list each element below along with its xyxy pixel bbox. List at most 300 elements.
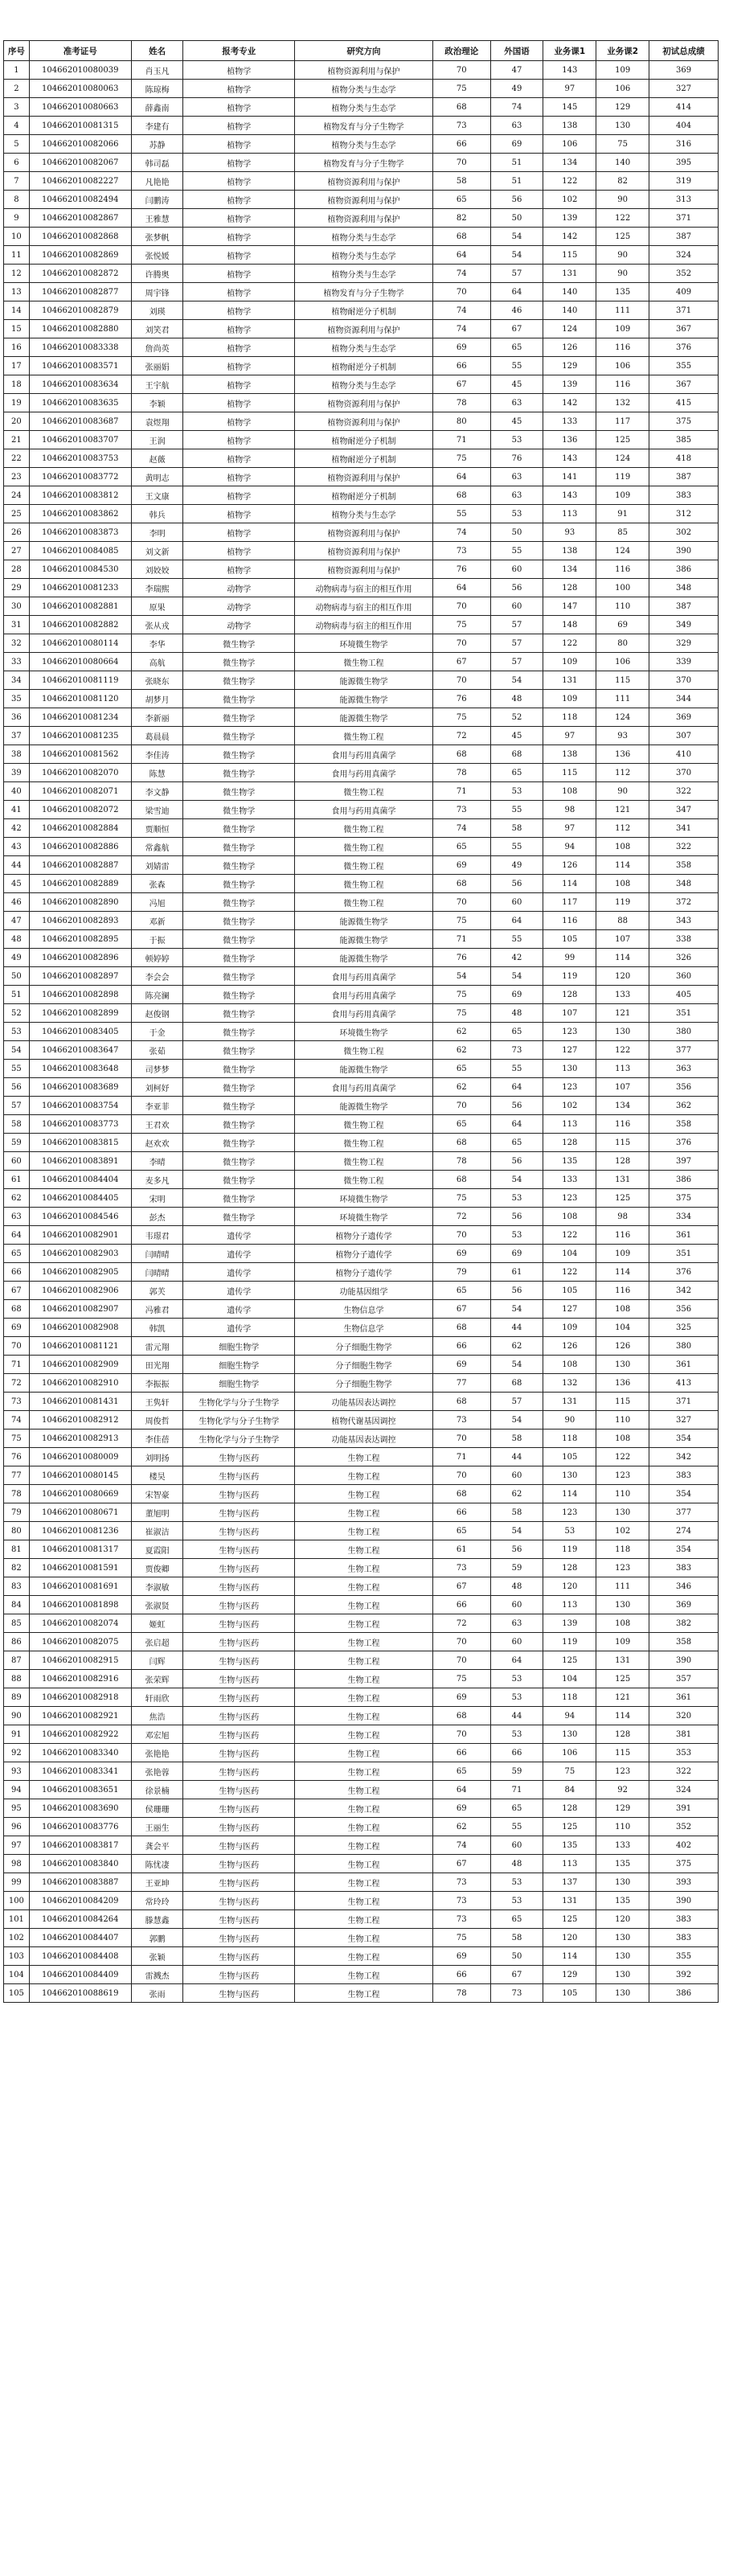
subject2-score-cell: 131 [596,1171,649,1189]
table-row [4,801,719,819]
exam-id-cell: 104662010083873 [29,523,131,542]
subject2-score-cell: 130 [596,1023,649,1041]
name-cell: 李文静 [131,782,183,801]
name-cell: 宋智豪 [131,1485,183,1503]
direction-cell: 植物分类与生态学 [295,98,433,117]
foreign-language-score-cell: 60 [490,1633,543,1651]
total-score-cell: 371 [649,209,719,228]
foreign-language-score-cell: 56 [490,1152,543,1171]
exam-id-cell: 104662010082067 [29,154,131,172]
seq-cell: 51 [4,986,30,1004]
subject2-score-cell: 90 [596,782,649,801]
seq-cell: 32 [4,634,30,653]
name-cell: 李新丽 [131,708,183,727]
politics-score-cell: 68 [432,875,490,893]
name-cell: 陈忧凄 [131,1855,183,1873]
name-cell: 闫鹏涛 [131,191,183,209]
direction-cell: 食用与药用真菌学 [295,801,433,819]
subject1-score-cell: 105 [543,1282,596,1300]
header-cell: 业务课2 [596,41,649,61]
name-cell: 姬虹 [131,1614,183,1633]
exam-id-cell: 104662010080671 [29,1503,131,1522]
name-cell: 徐景楠 [131,1781,183,1799]
foreign-language-score-cell: 48 [490,1004,543,1023]
header-cell: 姓名 [131,41,183,61]
table-row [4,579,719,597]
major-cell: 微生物学 [183,1060,295,1078]
total-score-cell: 409 [649,283,719,301]
politics-score-cell: 70 [432,671,490,690]
seq-cell: 74 [4,1411,30,1430]
total-score-cell: 371 [649,1393,719,1411]
exam-id-cell: 104662010082075 [29,1633,131,1651]
name-cell: 邓宏旭 [131,1725,183,1744]
total-score-cell: 383 [649,1929,719,1947]
politics-score-cell: 68 [432,1171,490,1189]
seq-cell: 7 [4,172,30,191]
name-cell: 赵俊钢 [131,1004,183,1023]
foreign-language-score-cell: 44 [490,1707,543,1725]
header-cell: 序号 [4,41,30,61]
direction-cell: 能源微生物学 [295,1060,433,1078]
foreign-language-score-cell: 63 [490,394,543,412]
direction-cell: 植物资源利用与保护 [295,412,433,431]
subject2-score-cell: 110 [596,1485,649,1503]
foreign-language-score-cell: 59 [490,1559,543,1577]
exam-id-cell: 104662010083776 [29,1818,131,1836]
subject2-score-cell: 104 [596,1319,649,1337]
major-cell: 植物学 [183,61,295,80]
politics-score-cell: 67 [432,1855,490,1873]
table-row [4,1411,719,1430]
major-cell: 生物与医药 [183,1892,295,1910]
total-score-cell: 274 [649,1522,719,1540]
name-cell: 李建有 [131,117,183,135]
major-cell: 微生物学 [183,1041,295,1060]
total-score-cell: 349 [649,616,719,634]
total-score-cell: 361 [649,1356,719,1374]
subject1-score-cell: 123 [543,1078,596,1097]
total-score-cell: 369 [649,61,719,80]
politics-score-cell: 64 [432,468,490,486]
total-score-cell: 397 [649,1152,719,1171]
exam-id-cell: 104662010083891 [29,1152,131,1171]
name-cell: 龚会平 [131,1836,183,1855]
major-cell: 植物学 [183,505,295,523]
total-score-cell: 348 [649,875,719,893]
foreign-language-score-cell: 53 [490,782,543,801]
direction-cell: 植物资源利用与保护 [295,191,433,209]
direction-cell: 能源微生物学 [295,708,433,727]
total-score-cell: 341 [649,819,719,838]
total-score-cell: 418 [649,449,719,468]
subject1-score-cell: 109 [543,653,596,671]
politics-score-cell: 67 [432,653,490,671]
total-score-cell: 372 [649,893,719,912]
name-cell: 梁雪迪 [131,801,183,819]
table-row [4,375,719,394]
exam-id-cell: 104662010082890 [29,893,131,912]
table-row [4,505,719,523]
seq-cell: 18 [4,375,30,394]
subject2-score-cell: 136 [596,745,649,764]
foreign-language-score-cell: 57 [490,616,543,634]
politics-score-cell: 71 [432,431,490,449]
foreign-language-score-cell: 54 [490,967,543,986]
politics-score-cell: 62 [432,1818,490,1836]
politics-score-cell: 75 [432,708,490,727]
major-cell: 生物与医药 [183,1873,295,1892]
subject2-score-cell: 126 [596,1337,649,1356]
table-row [4,1282,719,1300]
exam-id-cell: 104662010080669 [29,1485,131,1503]
major-cell: 微生物学 [183,875,295,893]
foreign-language-score-cell: 55 [490,1060,543,1078]
table-row [4,1651,719,1670]
name-cell: 陈琼梅 [131,80,183,98]
direction-cell: 植物耐逆分子机制 [295,431,433,449]
name-cell: 韦璟君 [131,1226,183,1245]
total-score-cell: 312 [649,505,719,523]
major-cell: 植物学 [183,135,295,154]
table-row [4,1818,719,1836]
major-cell: 生物与医药 [183,1633,295,1651]
table-row [4,616,719,634]
subject2-score-cell: 130 [596,1503,649,1522]
direction-cell: 生物工程 [295,1577,433,1596]
name-cell: 李振振 [131,1374,183,1393]
foreign-language-score-cell: 64 [490,1651,543,1670]
major-cell: 微生物学 [183,856,295,875]
major-cell: 生物与医药 [183,1910,295,1929]
table-row [4,61,719,80]
exam-id-cell: 104662010081236 [29,1522,131,1540]
foreign-language-score-cell: 57 [490,265,543,283]
subject2-score-cell: 111 [596,301,649,320]
seq-cell: 70 [4,1337,30,1356]
total-score-cell: 375 [649,412,719,431]
direction-cell: 食用与药用真菌学 [295,1004,433,1023]
politics-score-cell: 72 [432,727,490,745]
total-score-cell: 370 [649,671,719,690]
total-score-cell: 387 [649,597,719,616]
direction-cell: 微生物工程 [295,1171,433,1189]
foreign-language-score-cell: 67 [490,1966,543,1984]
foreign-language-score-cell: 55 [490,1818,543,1836]
politics-score-cell: 68 [432,745,490,764]
politics-score-cell: 75 [432,1004,490,1023]
name-cell: 冯雅君 [131,1300,183,1319]
subject1-score-cell: 143 [543,61,596,80]
subject1-score-cell: 119 [543,1633,596,1651]
seq-cell: 55 [4,1060,30,1078]
politics-score-cell: 69 [432,1688,490,1707]
total-score-cell: 395 [649,154,719,172]
table-row [4,1004,719,1023]
seq-cell: 22 [4,449,30,468]
seq-cell: 104 [4,1966,30,1984]
direction-cell: 生物工程 [295,1540,433,1559]
major-cell: 植物学 [183,320,295,338]
subject2-score-cell: 111 [596,1577,649,1596]
seq-cell: 99 [4,1873,30,1892]
foreign-language-score-cell: 56 [490,1540,543,1559]
direction-cell: 植物资源利用与保护 [295,172,433,191]
direction-cell: 分子细胞生物学 [295,1356,433,1374]
seq-cell: 14 [4,301,30,320]
politics-score-cell: 75 [432,986,490,1004]
major-cell: 微生物学 [183,1097,295,1115]
subject1-score-cell: 75 [543,1762,596,1781]
direction-cell: 动物病毒与宿主的相互作用 [295,616,433,634]
direction-cell: 生物工程 [295,1485,433,1503]
politics-score-cell: 75 [432,1189,490,1208]
table-row [4,1134,719,1152]
major-cell: 植物学 [183,191,295,209]
total-score-cell: 405 [649,986,719,1004]
subject2-score-cell: 90 [596,246,649,265]
foreign-language-score-cell: 56 [490,875,543,893]
exam-id-cell: 104662010082896 [29,949,131,967]
total-score-cell: 383 [649,1466,719,1485]
table-row [4,949,719,967]
politics-score-cell: 65 [432,191,490,209]
seq-cell: 97 [4,1836,30,1855]
seq-cell: 67 [4,1282,30,1300]
foreign-language-score-cell: 45 [490,412,543,431]
foreign-language-score-cell: 51 [490,172,543,191]
table-row [4,265,719,283]
subject1-score-cell: 143 [543,449,596,468]
table-row [4,1337,719,1356]
subject1-score-cell: 118 [543,708,596,727]
direction-cell: 生物工程 [295,1466,433,1485]
direction-cell: 生物工程 [295,1892,433,1910]
direction-cell: 微生物工程 [295,819,433,838]
total-score-cell: 351 [649,1245,719,1263]
table-row [4,1670,719,1688]
total-score-cell: 377 [649,1503,719,1522]
header-cell: 准考证号 [29,41,131,61]
direction-cell: 能源微生物学 [295,949,433,967]
politics-score-cell: 69 [432,338,490,357]
table-row [4,727,719,745]
subject1-score-cell: 134 [543,154,596,172]
exam-id-cell: 104662010082898 [29,986,131,1004]
exam-id-cell: 104662010083648 [29,1060,131,1078]
politics-score-cell: 73 [432,1892,490,1910]
direction-cell: 植物耐逆分子机制 [295,486,433,505]
major-cell: 生物与医药 [183,1485,295,1503]
subject1-score-cell: 141 [543,468,596,486]
seq-cell: 2 [4,80,30,98]
subject2-score-cell: 107 [596,930,649,949]
subject1-score-cell: 94 [543,1707,596,1725]
name-cell: 贾顺恒 [131,819,183,838]
direction-cell: 生物工程 [295,1614,433,1633]
politics-score-cell: 73 [432,117,490,135]
exam-id-cell: 104662010080664 [29,653,131,671]
exam-id-cell: 104662010082877 [29,283,131,301]
table-row [4,1078,719,1097]
total-score-cell: 380 [649,1023,719,1041]
exam-id-cell: 104662010080114 [29,634,131,653]
direction-cell: 植物分类与生态学 [295,228,433,246]
subject2-score-cell: 109 [596,1633,649,1651]
exam-id-cell: 104662010084546 [29,1208,131,1226]
subject1-score-cell: 115 [543,246,596,265]
table-row [4,690,719,708]
politics-score-cell: 61 [432,1540,490,1559]
major-cell: 生物与医药 [183,1818,295,1836]
direction-cell: 植物资源利用与保护 [295,209,433,228]
subject2-score-cell: 132 [596,394,649,412]
exam-id-cell: 104662010081234 [29,708,131,727]
foreign-language-score-cell: 73 [490,1984,543,2003]
major-cell: 微生物学 [183,653,295,671]
seq-cell: 31 [4,616,30,634]
table-row [4,1633,719,1651]
politics-score-cell: 75 [432,616,490,634]
subject2-score-cell: 124 [596,449,649,468]
name-cell: 詹尚英 [131,338,183,357]
table-row [4,320,719,338]
subject1-score-cell: 133 [543,412,596,431]
exam-id-cell: 104662010082899 [29,1004,131,1023]
major-cell: 植物学 [183,394,295,412]
direction-cell: 植物分子遗传学 [295,1245,433,1263]
subject2-score-cell: 123 [596,1762,649,1781]
total-score-cell: 355 [649,1947,719,1966]
major-cell: 微生物学 [183,690,295,708]
subject1-score-cell: 131 [543,265,596,283]
subject1-score-cell: 140 [543,301,596,320]
foreign-language-score-cell: 53 [490,1688,543,1707]
subject2-score-cell: 130 [596,1929,649,1947]
subject2-score-cell: 122 [596,1041,649,1060]
exam-id-cell: 104662010081119 [29,671,131,690]
foreign-language-score-cell: 63 [490,117,543,135]
direction-cell: 环境微生物学 [295,1023,433,1041]
name-cell: 王文康 [131,486,183,505]
politics-score-cell: 65 [432,838,490,856]
seq-cell: 30 [4,597,30,616]
exam-id-cell: 104662010082884 [29,819,131,838]
foreign-language-score-cell: 49 [490,856,543,875]
seq-cell: 56 [4,1078,30,1097]
foreign-language-score-cell: 52 [490,708,543,727]
direction-cell: 食用与药用真菌学 [295,1078,433,1097]
subject2-score-cell: 123 [596,1559,649,1577]
subject1-score-cell: 97 [543,727,596,745]
table-row [4,671,719,690]
total-score-cell: 327 [649,80,719,98]
major-cell: 生物与医药 [183,1836,295,1855]
direction-cell: 微生物工程 [295,1115,433,1134]
direction-cell: 动物病毒与宿主的相互作用 [295,579,433,597]
subject1-score-cell: 133 [543,1171,596,1189]
major-cell: 植物学 [183,431,295,449]
politics-score-cell: 74 [432,265,490,283]
name-cell: 王亚坤 [131,1873,183,1892]
subject1-score-cell: 123 [543,1023,596,1041]
subject2-score-cell: 121 [596,1004,649,1023]
name-cell: 张艳艳 [131,1744,183,1762]
major-cell: 生物与医药 [183,1707,295,1725]
subject2-score-cell: 121 [596,1688,649,1707]
exam-id-cell: 104662010083815 [29,1134,131,1152]
major-cell: 微生物学 [183,967,295,986]
seq-cell: 84 [4,1596,30,1614]
direction-cell: 生物工程 [295,1799,433,1818]
subject2-score-cell: 129 [596,1799,649,1818]
foreign-language-score-cell: 53 [490,1873,543,1892]
direction-cell: 生物工程 [295,1559,433,1577]
politics-score-cell: 66 [432,1337,490,1356]
seq-cell: 57 [4,1097,30,1115]
foreign-language-score-cell: 60 [490,1596,543,1614]
name-cell: 肖玉凡 [131,61,183,80]
table-row [4,1448,719,1466]
table-row [4,1855,719,1873]
exam-id-cell: 104662010082921 [29,1707,131,1725]
seq-cell: 80 [4,1522,30,1540]
exam-id-cell: 104662010083687 [29,412,131,431]
direction-cell: 生物工程 [295,1725,433,1744]
subject1-score-cell: 109 [543,690,596,708]
politics-score-cell: 73 [432,1559,490,1577]
seq-cell: 91 [4,1725,30,1744]
seq-cell: 79 [4,1503,30,1522]
table-row [4,357,719,375]
table-row [4,431,719,449]
total-score-cell: 352 [649,265,719,283]
major-cell: 微生物学 [183,949,295,967]
subject1-score-cell: 143 [543,486,596,505]
foreign-language-score-cell: 58 [490,1430,543,1448]
exam-id-cell: 104662010081315 [29,117,131,135]
exam-id-cell: 104662010082072 [29,801,131,819]
table-row [4,1577,719,1596]
seq-cell: 77 [4,1466,30,1485]
major-cell: 微生物学 [183,1004,295,1023]
exam-id-cell: 104662010083862 [29,505,131,523]
major-cell: 植物学 [183,486,295,505]
subject1-score-cell: 53 [543,1522,596,1540]
major-cell: 植物学 [183,357,295,375]
subject2-score-cell: 106 [596,653,649,671]
total-score-cell: 375 [649,1855,719,1873]
subject1-score-cell: 120 [543,1577,596,1596]
exam-id-cell: 104662010082912 [29,1411,131,1430]
subject2-score-cell: 121 [596,801,649,819]
subject2-score-cell: 130 [596,1873,649,1892]
subject1-score-cell: 131 [543,1393,596,1411]
exam-id-cell: 104662010082070 [29,764,131,782]
name-cell: 张荣辉 [131,1670,183,1688]
exam-id-cell: 104662010083338 [29,338,131,357]
foreign-language-score-cell: 57 [490,1393,543,1411]
foreign-language-score-cell: 56 [490,1097,543,1115]
name-cell: 王宇航 [131,375,183,394]
seq-cell: 52 [4,1004,30,1023]
subject1-score-cell: 129 [543,1966,596,1984]
total-score-cell: 354 [649,1485,719,1503]
name-cell: 李瑞熙 [131,579,183,597]
exam-id-cell: 104662010082227 [29,172,131,191]
table-row [4,1559,719,1577]
subject1-score-cell: 119 [543,967,596,986]
